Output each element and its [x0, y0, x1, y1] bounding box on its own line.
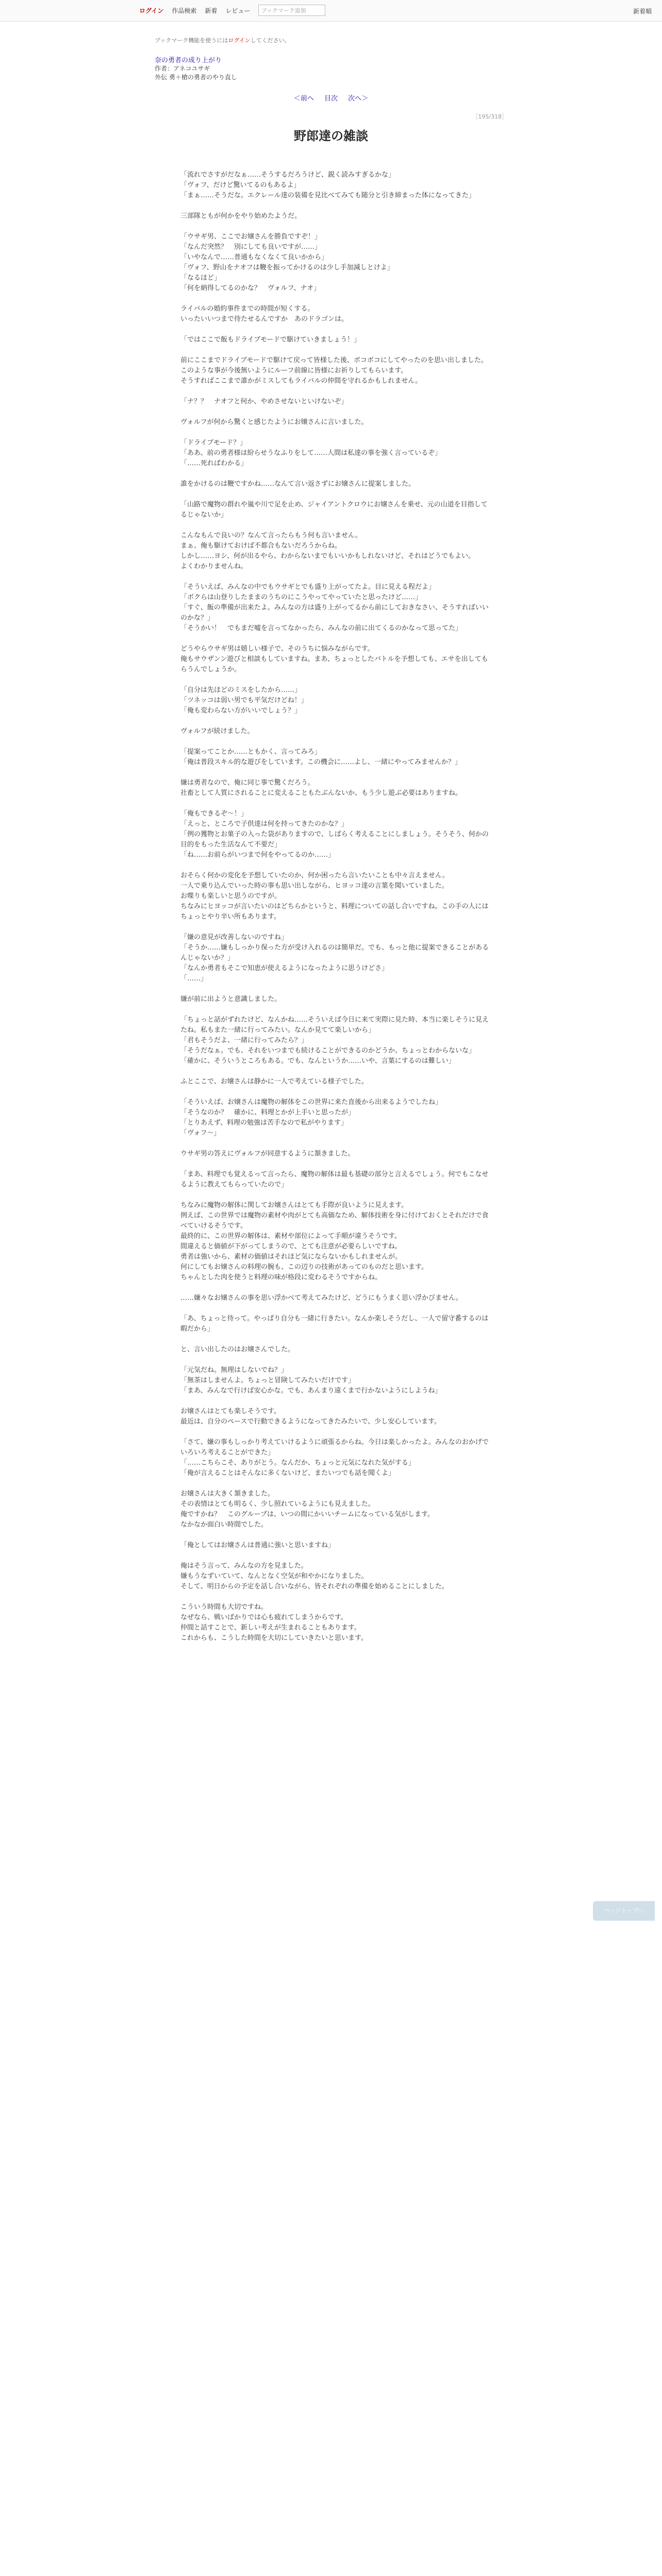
- body-paragraph: [180, 572, 490, 582]
- novel-body: [180, 170, 490, 1643]
- body-paragraph: [180, 222, 490, 232]
- body-paragraph: と、言い出したのはお嬢さんでした。: [180, 1346, 295, 1353]
- body-paragraph: [180, 345, 490, 355]
- body-paragraph: そして、明日からの予定を話し合いながら、皆それぞれの準備を始めることにしました。: [180, 1583, 449, 1590]
- body-paragraph: [180, 1396, 490, 1406]
- body-paragraph: 「ツネッコは弱い男でも平気だけどね！」: [180, 697, 308, 704]
- body-paragraph: 「あ、ちょっと待って。やっぱり自分も一緒に行きたい。なんか楽しそうだし、一人で留守番するのは暇だから」: [180, 1315, 489, 1333]
- body-paragraph: [180, 737, 490, 747]
- body-paragraph: こういう時間も大切ですね。: [180, 1603, 268, 1611]
- body-paragraph: 「まあ、料理でも覚えるって言ったら、魔物の解体は最も基礎の部分と言えるでしょう。何でもこなせるように教えてもらっていたので」: [180, 1171, 489, 1189]
- body-paragraph: 何にしてもお嬢さんの料理の腕も、この辺りの技術があってのものだと思います。: [180, 1263, 428, 1271]
- body-paragraph: おそらく何かの変化を予想していたのか、何か困ったら言いたいことも中々言えません。: [180, 872, 449, 879]
- body-paragraph: ヴォルフが続けました。: [180, 727, 254, 735]
- body-paragraph: ……嫌々なお嬢さんの事を思い浮かべて考えてみたけど、どうにもうまく思い浮かびません。: [180, 1294, 462, 1302]
- body-paragraph: [180, 294, 490, 304]
- body-paragraph: 「ヴォフ、だけど驚いてるのもあるよ」: [180, 181, 301, 189]
- body-paragraph: 「元気だね。無理はしないでね？」: [180, 1366, 288, 1374]
- body-paragraph: 前にここまでドライブモードで駆けて戻って皆様した後、ボコボコにしてやったのを思い出しました。: [180, 357, 488, 364]
- body-paragraph: 「流れでさすがだなぁ……そうするだろうけど、鋭く読みすぎるかな」: [180, 171, 395, 179]
- bookmark-login-note: [155, 36, 290, 44]
- body-paragraph: 一人で乗り込んでいった時の事も思い出しながら、ヒヨッコ達の言葉を聞いていました。: [180, 882, 449, 890]
- body-paragraph: 「……」: [180, 975, 208, 982]
- body-paragraph: ヴォルフが何から驚くと感じたようにお嬢さんに言いました。: [180, 418, 368, 426]
- body-paragraph: 「嫌の意見が改善しないのですね」: [180, 934, 288, 941]
- body-paragraph: [180, 768, 490, 778]
- body-paragraph: [180, 1303, 490, 1314]
- body-paragraph: お嬢さんは大きく頷きました。: [180, 1490, 275, 1498]
- body-paragraph: 最終的に、この世界の解体は、素材や部位によって手順が違うそうです。: [180, 1232, 401, 1240]
- body-paragraph: [180, 489, 490, 500]
- body-paragraph: 間違えると価値が下がってしまうので、とても注意が必要らしいですね。: [180, 1243, 402, 1250]
- body-paragraph: [180, 1427, 490, 1437]
- top-nav: [139, 5, 325, 16]
- body-paragraph: 「俺が言えることはそんなに多くないけど、またいつでも話を聞くよ」: [180, 1469, 395, 1477]
- body-paragraph: 「ではここで飯もドライブモードで駆けていきましょう！」: [180, 336, 361, 344]
- body-paragraph: 俺はそう言って、みんなの方を見ました。: [180, 1562, 308, 1570]
- body-paragraph: 「ヴォフ～」: [180, 1129, 221, 1137]
- body-paragraph: 「提案ってことか……ともかく、言ってみろ」: [180, 748, 321, 756]
- body-paragraph: 勇者は強いから、素材の価値はそれほど気にならないかもしれませんが。: [180, 1253, 402, 1261]
- body-paragraph: 「まあ、みんなで行けば安心かな。でも、あんまり遠くまで行かないようにしようね」: [180, 1387, 442, 1395]
- episode-number: ［195/318］: [472, 113, 507, 120]
- body-paragraph: [180, 469, 490, 479]
- note-prefix: ブックマーク機能を使うには: [155, 37, 228, 44]
- body-paragraph: 「なんか勇者もそこで知恵が使えるようになったように思うけどさ」: [180, 964, 389, 972]
- body-paragraph: [180, 1283, 490, 1293]
- body-paragraph: 「何を納得してるのかな？ ヴォルフ、ナオ」: [180, 284, 321, 292]
- body-paragraph: [180, 1551, 490, 1561]
- body-paragraph: 「ナ？？ ナオフと何か、やめさせないといけないぞ」: [180, 398, 348, 405]
- series-title-link[interactable]: 奈の勇者の成り上がり: [155, 57, 222, 64]
- body-paragraph: 「そうだなぁ。でも、それをいつまでも続けることができるのかどうか、ちょっとわからないな」: [180, 1047, 476, 1055]
- toc-link[interactable]: 目次: [324, 95, 338, 103]
- body-paragraph: 「例の獲物とお菓子の入った袋がありますので、しばらく考えることにしましょう。そうそう、何かの目的をもった生活なんて不要だ」: [180, 831, 489, 849]
- body-paragraph: 「とりあえず、料理の勉強は苦手なので私がやります」: [180, 1119, 347, 1127]
- body-paragraph: [180, 1087, 490, 1097]
- body-paragraph: 「ヴォフ、野山をナオフは鞭を振ってかけるのは少し手加減しとけよ」: [180, 264, 394, 272]
- body-paragraph: [180, 716, 490, 726]
- body-paragraph: [180, 799, 490, 809]
- body-paragraph: 「ドライブモード？」: [180, 439, 247, 447]
- body-paragraph: 「ね……お前らがいつまで何をやってるのか……」: [180, 851, 335, 859]
- body-paragraph: [180, 386, 490, 397]
- body-paragraph: 「えっと、ところで子供達は何を持ってきたのかな？」: [180, 820, 348, 828]
- body-paragraph: 「確かに、そういうところもある。でも、なんというか……いや、言葉にするのは難しい」: [180, 1057, 455, 1065]
- body-paragraph: 「そうなのか？ 確かに、料理とかが上手いと思ったが」: [180, 1109, 355, 1116]
- body-paragraph: [180, 1334, 490, 1345]
- author-subtitle: 外伝 勇＋槍の勇者のやり直し: [155, 74, 237, 81]
- author-name[interactable]: 作者：アネコユサギ: [155, 65, 210, 72]
- body-paragraph: 俺ですかね？ このグループは、いつの間にかいいチームになっている気がします。: [180, 1511, 434, 1518]
- note-login-link[interactable]: ログイン: [228, 37, 251, 44]
- body-paragraph: お嬢さんはとても楽しそうです。: [180, 1408, 280, 1415]
- body-paragraph: [180, 1005, 490, 1015]
- login-link[interactable]: ログイン: [139, 7, 164, 14]
- body-paragraph: 「俺としてはお嬢さんは普通に強いと思いますね」: [180, 1541, 335, 1549]
- body-paragraph: [180, 675, 490, 685]
- body-paragraph: [180, 1355, 490, 1365]
- body-paragraph: いったいいつまで待たせるんですか あのドラゴンは。: [180, 315, 349, 323]
- body-paragraph: [180, 984, 490, 994]
- body-paragraph: 嫌は勇者なので、俺に同じ事で驚くだろう。: [180, 779, 315, 787]
- body-paragraph: [180, 1592, 490, 1602]
- body-paragraph: ちゃんとした肉を使うと料理の味が格段に変わるそうですからね。: [180, 1274, 382, 1281]
- body-paragraph: [180, 1066, 490, 1077]
- body-paragraph: どうやらウサギ男は嬉しい様子で、そのうちに悩みながらです。: [180, 645, 374, 653]
- body-paragraph: そうすればここまで誰かがミスしてもライバルの仲間を守れるかもしれません。: [180, 377, 422, 385]
- body-paragraph: 「なんだ突然？ 別にしても良いですが……」: [180, 243, 322, 251]
- body-paragraph: まぁ、俺も駆けておけば不都合もないだろうからね。: [180, 542, 342, 550]
- body-paragraph: 「なるほど」: [180, 274, 221, 282]
- body-paragraph: [180, 922, 490, 933]
- page-top-tab[interactable]: ページトップへ: [593, 1901, 655, 1921]
- body-paragraph: [180, 634, 490, 644]
- body-paragraph: [180, 860, 490, 871]
- body-paragraph: 嫌が前に出ようと意識しました。: [180, 995, 282, 1003]
- author-line: [155, 64, 237, 81]
- body-paragraph: 俺もサウザンン遊びと相談もしていますね。まあ、ちょっとしたバトルを予想しても、エサを出してもらうんでしょうか。: [180, 655, 488, 673]
- body-paragraph: 「ウサギ男、ここでお嬢さんを勝負ですぞ！」: [180, 233, 322, 241]
- body-paragraph: ライバルの婚約事件までの時間が短くする。: [180, 305, 315, 313]
- body-paragraph: [180, 407, 490, 417]
- body-paragraph: 「……死ればわかる」: [180, 460, 248, 467]
- body-paragraph: お喋りも楽しいと思うのですが。: [180, 892, 282, 900]
- note-suffix: してください。: [250, 37, 290, 44]
- body-paragraph: 「そうかい！ でもまだ嘘を言ってなかったら、みんなの前に出てくるのかなって思ってた」: [180, 624, 462, 632]
- body-paragraph: [180, 325, 490, 335]
- body-paragraph: 最近は、自分のペースで行動できるようになってきたみたいで、少し安心しています。: [180, 1418, 441, 1426]
- body-paragraph: こんなもんで良いの？なんて言ったらもう何も言いません。: [180, 532, 362, 539]
- body-paragraph: よくわかりませんね。: [180, 563, 248, 570]
- body-paragraph: なかなか面白い時間でした。: [180, 1521, 268, 1529]
- prev-link[interactable]: ＜前へ: [293, 95, 314, 103]
- body-paragraph: 「いやなんで……普通もなくなくて良いかから」: [180, 253, 328, 261]
- body-paragraph: 誰をかけるのは鞭ですかね……なんて言い返さずにお嬢さんに提案しました。: [180, 480, 416, 488]
- body-paragraph: [180, 520, 490, 531]
- nav-review[interactable]: レビュー: [225, 7, 251, 14]
- body-paragraph: 「自分は先ほどのミスをしたから……」: [180, 686, 302, 694]
- body-paragraph: ちなみにヒヨッコが言いたいのはどちらかというと、料理についての話し合いですね。この手の人にはちょっとやり辛い所もあります。: [180, 903, 489, 921]
- body-paragraph: 「そうか……嫌もしっかり保った方が受け入れるのは簡単だ。でも、もっと他に提案できることがあるんじゃないか？」: [180, 944, 489, 962]
- body-paragraph: 嫌もうなずいていて、なんとなく空気が和やかになりました。: [180, 1572, 368, 1580]
- body-paragraph: 「俺は普段スキル的な遊びをしています。この機会に……よし、一緒にやってみませんか？」: [180, 758, 461, 766]
- nav-search[interactable]: 作品検索: [172, 7, 197, 14]
- body-paragraph: [180, 1479, 490, 1489]
- body-paragraph: 「俺もできるぞ～！」: [180, 810, 248, 818]
- body-paragraph: 社畜として人質にされることに変えることもたぶんないか、もう少し遊ぶ必要はありますね。: [180, 789, 462, 797]
- body-paragraph: 「君もそうだよ、一緒に行ってみたら？」: [180, 1037, 308, 1044]
- body-paragraph: [180, 201, 490, 211]
- body-paragraph: 「ああ、前の勇者様は紛らせうなふりをして……人間は私達の事を強く言っているぞ」: [180, 449, 442, 457]
- body-paragraph: 「すぐ、飯の準備が出来たよ。みんなの方は盛り上がってるから前にしておきなさい、そうすればいいのかな？」: [180, 604, 489, 622]
- pager-top: [0, 93, 662, 103]
- body-paragraph: これからも、こうした時間を大切にしていきたいと思います。: [180, 1634, 368, 1642]
- body-paragraph: [180, 1159, 490, 1170]
- body-paragraph: このような事が今後無いようにルーフ前線に皆様にお祈りしてもらいます。: [180, 367, 408, 375]
- body-paragraph: ちなみに魔物の解体に関してお嬢さんはとても手際が良いように見えます。: [180, 1201, 408, 1209]
- nav-new[interactable]: 新着: [205, 7, 218, 14]
- body-paragraph: 「さて、嫌の事もしっかり考えていけるように頑張るからね。今日は楽しかったよ。みんなのおかげでいろいろ考えることができた」: [180, 1438, 489, 1456]
- bookmark-add-box[interactable]: ブックマーク追加: [258, 5, 325, 16]
- body-paragraph: その表情はとても明るく、少し照れているようにも見えました。: [180, 1500, 375, 1508]
- sort-link[interactable]: 新着順: [633, 8, 652, 15]
- body-paragraph: 「山路で魔物の群れや嵐や川で足を止め、ジャイアントクロウにお嬢さんを乗せ、元の山道を目指してるじゃないか」: [180, 501, 488, 519]
- body-paragraph: なぜなら、戦いばかりでは心も疲れてしまうからです。: [180, 1614, 347, 1621]
- body-paragraph: しかし……ヨシ、何が出るやら、わからないまでもいいかもしれないけど、それはどうでもよい。: [180, 552, 475, 560]
- body-paragraph: [180, 1530, 490, 1540]
- body-paragraph: 「俺も変わらない方がいいでしょう？」: [180, 707, 302, 715]
- body-paragraph: [180, 1190, 490, 1200]
- body-paragraph: ウサギ男の答えにヴォルフが同意するように頷きました。: [180, 1150, 355, 1158]
- body-paragraph: 「無茶はしませんよ。ちょっと冒険してみたいだけです」: [180, 1377, 355, 1384]
- body-paragraph: 「そういえば、お嬢さんは魔物の解体をこの世界に来た直後から出来るようでしたね」: [180, 1098, 442, 1106]
- next-link[interactable]: 次へ＞: [348, 95, 369, 103]
- body-paragraph: 「……こちらこそ、ありがとう。なんだか、ちょっと元気になれた気がする」: [180, 1459, 415, 1467]
- body-paragraph: 「まぁ……そうだな。エクレール達の装備を見比べてみても随分と引き締まった体になってきた」: [180, 192, 475, 199]
- top-navigation-bar: [0, 0, 662, 22]
- body-paragraph: 三部隊ともが何かをやり始めたようだ。: [180, 212, 302, 220]
- body-paragraph: 仲間と話すことで、新しい考えが生まれることもあります。: [180, 1624, 361, 1632]
- body-paragraph: 「ボクらは山登りしたままのうちのにこうやってやっていたと思ったけど……」: [180, 594, 422, 601]
- body-paragraph: 例えば、この世界では魔物の素材や肉がとても高価なため、解体技術を身に付けておくとそれだけで食べていけるそうです。: [180, 1212, 489, 1230]
- body-paragraph: 「ちょっと話がずれたけど、なんかね……そういえば今日に来て実際に見た時、本当に楽しそうに見えたね。私もまた一緒に行ってみたい。なんか見てて楽しいから」: [180, 1016, 489, 1034]
- body-paragraph: 「そういえば、みんなの中でもウサギとでも盛り上がってたよ。目に見える程だよ」: [180, 583, 436, 591]
- body-paragraph: ふとここで、お嬢さんは静かに一人で考えている様子でした。: [180, 1078, 368, 1086]
- body-paragraph: [180, 1139, 490, 1149]
- body-paragraph: [180, 428, 490, 438]
- chapter-title: 野郎達の雑談: [294, 129, 368, 143]
